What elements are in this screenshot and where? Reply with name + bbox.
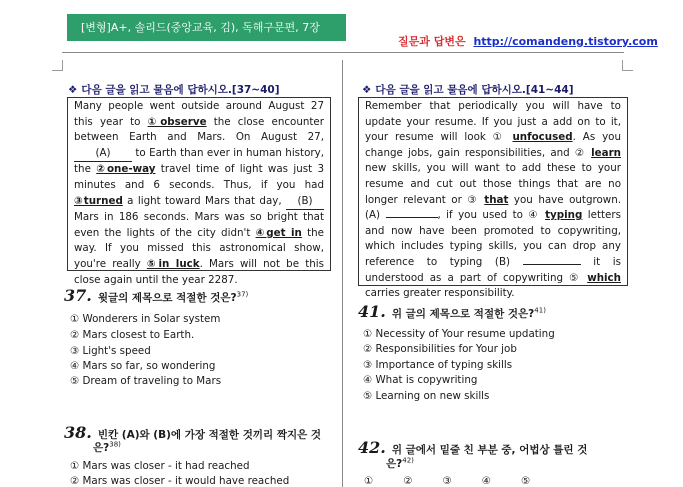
blank-a bbox=[386, 217, 438, 218]
underlined-get-in: ④get in bbox=[255, 226, 302, 239]
q42-choice-1[interactable]: ① bbox=[364, 475, 374, 487]
underlined-which: which bbox=[587, 271, 621, 284]
document-title: [변형]A+, 솔리드(중앙교육, 김), 독해구문편, 7장 bbox=[81, 21, 320, 34]
q42-choice-4[interactable]: ④ bbox=[481, 475, 491, 487]
crop-mark-top-right bbox=[622, 60, 633, 71]
question-number: 38. bbox=[64, 423, 92, 442]
question-number: 42. bbox=[358, 438, 386, 457]
crop-mark-top-left bbox=[52, 60, 63, 71]
question-text: 위 글의 제목으로 적절한 것은? bbox=[391, 308, 535, 320]
qa-url-link[interactable]: http://comandeng.tistory.com bbox=[473, 35, 658, 48]
question-text-cont: 은? bbox=[386, 458, 403, 470]
q42-choice-3[interactable]: ③ bbox=[442, 475, 452, 487]
right-section-heading: ❖ 다음 글을 읽고 물음에 답하시오.[41~44] bbox=[362, 84, 574, 96]
q41-option-2[interactable]: ② Responsibilities for Your job bbox=[363, 343, 517, 355]
underlined-one-way: ②one-way bbox=[96, 163, 156, 176]
question-41 bbox=[358, 302, 546, 321]
q37-option-4[interactable]: ④ Mars so far, so wondering bbox=[70, 360, 216, 372]
footnote-ref: 37) bbox=[236, 290, 249, 299]
underlined-in-luck: ⑤in luck bbox=[146, 257, 200, 270]
q38-option-2[interactable]: ② Mars was closer - it would have reached bbox=[70, 475, 290, 487]
q37-option-3[interactable]: ③ Light's speed bbox=[70, 345, 151, 357]
q42-choice-5[interactable]: ⑤ bbox=[520, 475, 531, 487]
blank-b: (B) bbox=[286, 194, 324, 211]
blank-a: (A) bbox=[74, 146, 132, 163]
question-text: 윗글의 제목으로 적절한 것은? bbox=[97, 292, 237, 304]
question-38-cont bbox=[93, 440, 121, 455]
document-title-banner bbox=[67, 14, 346, 41]
underlined-learn: learn bbox=[591, 146, 621, 159]
question-42 bbox=[358, 438, 587, 457]
question-42-cont bbox=[386, 456, 414, 471]
qa-contact bbox=[398, 33, 658, 49]
q37-option-5[interactable]: ⑤ Dream of traveling to Mars bbox=[70, 375, 222, 387]
q41-option-4[interactable]: ④ What is copywriting bbox=[363, 374, 478, 386]
footnote-ref: 42) bbox=[402, 456, 414, 465]
q37-option-1[interactable]: ① Wonderers in Solar system bbox=[70, 313, 221, 325]
q37-option-2[interactable]: ② Mars closest to Earth. bbox=[70, 329, 195, 341]
question-text: 위 글에서 밑줄 친 부분 중, 어법상 틀린 것 bbox=[391, 444, 588, 456]
q41-option-3[interactable]: ③ Importance of typing skills bbox=[363, 359, 513, 371]
q42-choices bbox=[364, 475, 530, 487]
right-passage: Remember that periodically you will have to update your resume. If you just a add on to it, your resume will look ① unfocused. As you change jobs, gain responsibilities, and ② learn new skills, you will want to add these to your resume and cut out those things that are no longer relevant or ③ that you have outgrown. (A) , if you used to ④ typing letters and now have been promoted to copywriting, which includes typing skills, you can drop any reference to typing (B) it is understood as a part of copywriting ⑤ which carries greater responsibility. bbox=[358, 97, 628, 286]
left-passage: Many people went outside around August 27 this year to ①observe the close encounter between Earth and Mars. On August 27, (A) to Earth than ever in human history, the ②one-way travel time of light was just 3 minutes and 6 seconds. Thus, if you had ③turned a light toward Mars that day, (B) Mars in 186 seconds. Mars was so bright that even the lights of the city didn't ④get in the way. If you missed this astronomical show, you're really ⑤in luck. Mars will not be this close again until the year 2287. bbox=[67, 97, 331, 271]
footnote-ref: 38) bbox=[109, 440, 121, 449]
q42-choice-2[interactable]: ② bbox=[403, 475, 413, 487]
question-number: 41. bbox=[358, 302, 386, 321]
footnote-ref: 41) bbox=[534, 306, 546, 315]
underlined-unfocused: unfocused bbox=[512, 131, 573, 144]
question-number: 37. bbox=[64, 286, 92, 305]
left-section-heading: ❖ 다음 글을 읽고 물음에 답하시오.[37~40] bbox=[68, 84, 280, 96]
underlined-that: that bbox=[484, 193, 509, 206]
blank-b bbox=[523, 264, 581, 265]
diamond-bullet-icon: ❖ bbox=[362, 84, 372, 96]
question-text-cont: 은? bbox=[93, 442, 110, 454]
q41-option-5[interactable]: ⑤ Learning on new skills bbox=[363, 390, 490, 402]
question-text: 빈칸 (A)와 (B)에 가장 적절한 것끼리 짝지은 것 bbox=[97, 429, 322, 441]
q38-option-1[interactable]: ① Mars was closer - it had reached bbox=[70, 460, 250, 472]
question-37 bbox=[64, 286, 248, 305]
column-separator bbox=[342, 60, 343, 487]
underlined-turned: ③turned bbox=[74, 194, 123, 207]
q41-option-1[interactable]: ① Necessity of Your resume updating bbox=[363, 328, 555, 340]
underlined-typing: typing bbox=[545, 209, 583, 222]
underlined-observe: ①observe bbox=[147, 115, 207, 128]
header-rule bbox=[62, 52, 624, 53]
qa-label: 질문과 답변은 bbox=[398, 35, 466, 48]
diamond-bullet-icon: ❖ bbox=[68, 84, 78, 96]
